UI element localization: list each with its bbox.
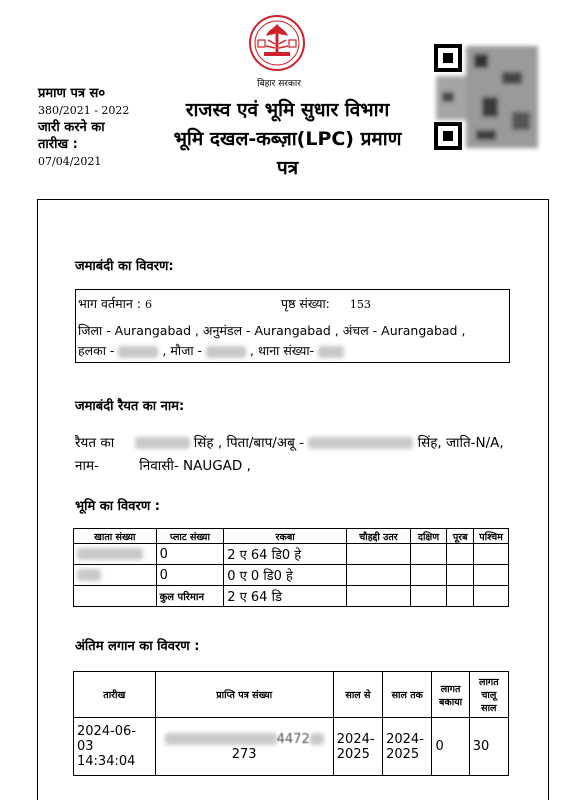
plot-cell: 0 [156,544,224,565]
col-rakba: रकबा [224,529,347,544]
khata-cell [74,565,157,586]
thana-redacted [318,346,344,358]
khata-cell [74,544,157,565]
issue-date-label-2: तारीख : [38,137,78,152]
col-date: तारीख [74,672,156,718]
col-north: चौहद्दी उतर [347,529,411,544]
raiyat-heading: जमाबंदी रैयत का नाम: [75,399,185,414]
cert-no-value: 380/2021 - 2022 [38,104,130,117]
raiyat-line-1 [75,432,504,455]
raiyat-name-suffix: सिंह , पिता/बाप/अबू - [193,435,304,451]
total-value: 2 ए 64 डि [224,586,347,607]
page-value: 153 [349,298,371,311]
table-row [74,565,509,586]
col-dues: लागत बकाया [432,672,469,718]
rent-details-table [73,671,509,776]
bhag-row [78,295,152,312]
bhumi-heading: भूमि का विवरण : [75,499,160,514]
table-row [74,718,509,776]
raiyat-name-label-2: नाम- [75,458,99,474]
table-header-row [74,529,509,544]
qr-code-icon [432,42,542,152]
raiyat-name-redacted [135,437,190,449]
to-year-cell: 2024-2025 [383,718,432,776]
raiyat-line-2 [75,455,504,478]
plot-cell: 0 [156,565,224,586]
current-cell: 30 [469,718,508,776]
raiyat-name-label: रैयत का [75,435,115,451]
jamabandi-heading: जमाबंदी का विवरण: [75,259,174,274]
table-total-row [74,586,509,607]
title-line-2: भूमि दखल-कब्ज़ा(LPC) प्रमाण [173,128,402,150]
col-current: लागत चालू साल [469,672,508,718]
certificate-info [38,85,148,170]
cert-no-label: प्रमाण पत्र स० [38,86,106,101]
halka-row [78,342,344,359]
table-header-row [74,672,509,718]
page-row [281,295,371,312]
title-line-1: राजस्व एवं भूमि सुधार विभाग [185,99,390,121]
bhag-value: 6 [144,298,152,311]
title-line-3: पत्र [276,157,299,179]
issue-date-label: जारी करने का [38,120,105,135]
land-details-table [73,528,509,607]
thana-label: , थाना संख्या- [250,343,315,358]
receipt-redacted [165,733,277,745]
khata-redacted [77,569,101,581]
father-suffix: सिंह, जाति-N/A, [417,435,504,451]
district-row: जिला - Aurangabad , अनुमंडल - Aurangabad , अंचल - Aurangabad , [78,323,466,338]
khata-redacted [77,548,143,560]
col-plot: प्लाट संख्या [156,529,224,544]
rakba-cell: 0 ए 0 डि0 हे [224,565,347,586]
col-from-year: साल से [333,672,382,718]
receipt-tail: 273 [231,746,257,762]
mauja-label: , मौजा - [162,343,203,358]
page-title [140,96,435,183]
bihar-emblem-icon [248,14,306,72]
col-to-year: साल तक [383,672,432,718]
col-east: पूरब [447,529,474,544]
total-label: कुल परिमान [156,586,224,607]
receipt-visible: 4472 [276,731,310,747]
father-name-redacted [308,437,413,449]
receipt-cell [155,718,333,776]
halka-label: हलका - [78,343,115,358]
mauja-redacted [206,346,246,358]
col-west: पश्चिम [474,529,509,544]
nivasi-text: निवासी- NAUGAD , [139,458,251,474]
col-khata: खाता संख्या [74,529,157,544]
rakba-cell: 2 ए 64 डि0 हे [224,544,347,565]
lagan-heading: अंतिम लगान का विवरण : [75,639,200,654]
bhag-label: भाग वर्तमान : [78,296,141,311]
from-year-cell: 2024-2025 [333,718,382,776]
emblem-caption: बिहार सरकार [257,79,301,89]
issue-date-value: 07/04/2021 [38,155,102,168]
col-receipt: प्राप्ति पत्र संख्या [155,672,333,718]
table-row [74,544,509,565]
date-cell: 2024-06-03 14:34:04 [74,718,156,776]
dues-cell: 0 [432,718,469,776]
raiyat-details [75,432,504,478]
jamabandi-details-box [75,289,510,363]
col-south: दक्षिण [410,529,447,544]
page-label: पृष्ठ संख्या: [281,296,330,311]
halka-redacted [118,346,158,358]
